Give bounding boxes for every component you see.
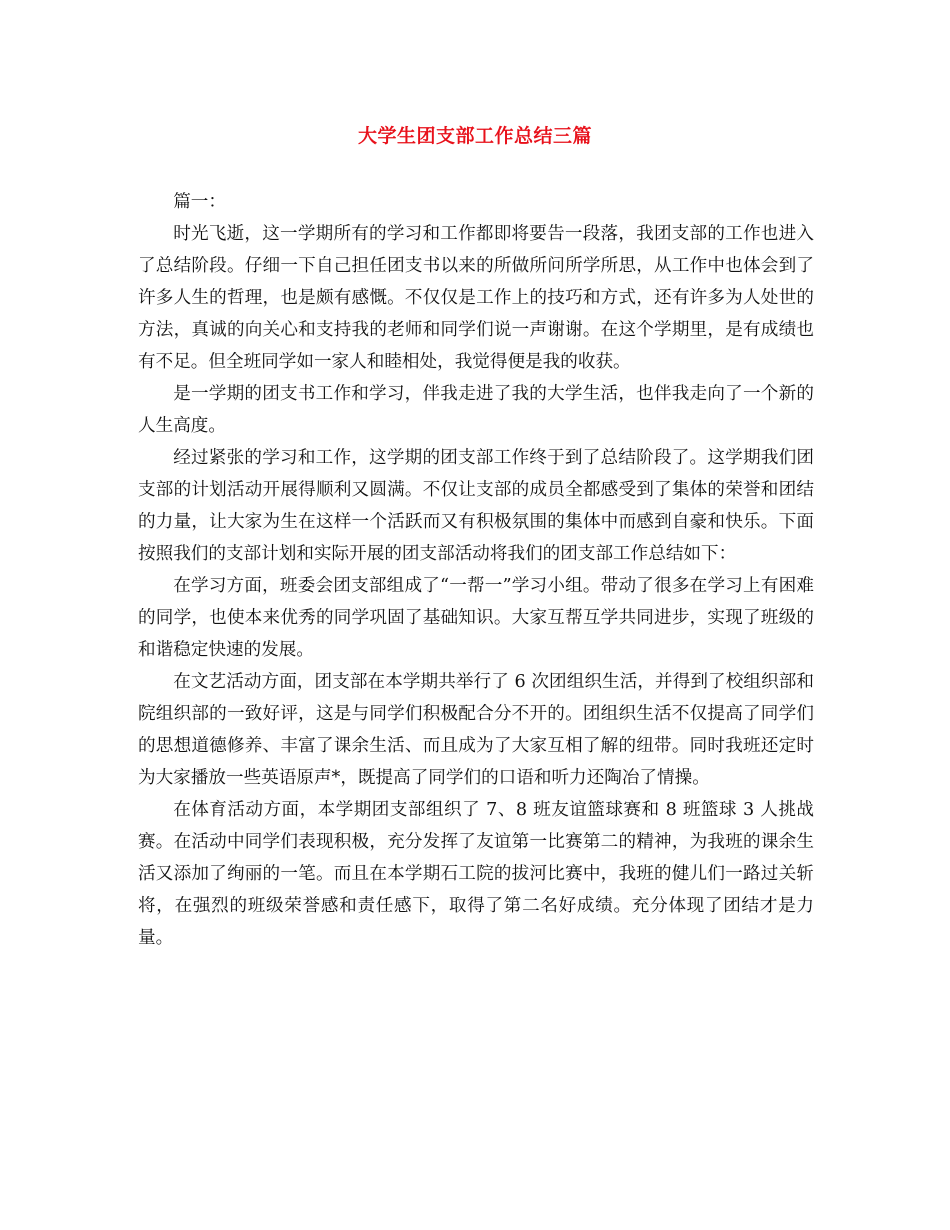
document-title: 大学生团支部工作总结三篇 — [357, 125, 592, 147]
paragraph: 在体育活动方面，本学期团支部组织了 7、8 班友谊篮球赛和 8 班篮球 3 人挑战赛。在活动中同学们表现积极，充分发挥了友谊第一比赛第二的精神，为我班的课余生活又添加了绚丽的一笔。而且在本学期石工院的拔河比赛中，我班的健儿们一路过关斩将，在强烈的班级荣誉感和责任感下，取得了第二名好成绩。充分体现了团结才是力量。 — [138, 800, 814, 948]
document-body — [138, 186, 814, 954]
paragraph: 时光飞逝，这一学期所有的学习和工作都即将要告一段落，我团支部的工作也进入了总结阶段。仔细一下自己担任团支书以来的所做所问所学所思，从工作中也体会到了许多人生的哲理，也是颇有感慨。不仅仅是工作上的技巧和方式，还有许多为人处世的方法，真诚的向关心和支持我的老师和同学们说一声谢谢。在这个学期里，是有成绩也有不足。但全班同学如一家人和睦相处，我觉得便是我的收获。 — [138, 224, 814, 372]
paragraph: 经过紧张的学习和工作，这学期的团支部工作终于到了总结阶段了。这学期我们团支部的计划活动开展得顺利又圆满。不仅让支部的成员全都感受到了集体的荣誉和团结的力量，让大家为生在这样一个活跃而又有积极氛围的集体中而感到自豪和快乐。下面按照我们的支部计划和实际开展的团支部活动将我们的团支部工作总结如下： — [138, 448, 814, 564]
paragraph: 在文艺活动方面，团支部在本学期共举行了 6 次团组织生活，并得到了校组织部和院组织部的一致好评，这是与同学们积极配合分不开的。团组织生活不仅提高了同学们的思想道德修养、丰富了课余生活、而且成为了大家互相了解的纽带。同时我班还定时为大家播放一些英语原声*，既提高了同学们的口语和听力还陶冶了情操。 — [138, 672, 814, 788]
section-heading: 篇一： — [173, 192, 226, 212]
paragraph: 在学习方面，班委会团支部组成了“一帮一”学习小组。带动了很多在学习上有困难的同学，也使本来优秀的同学巩固了基础知识。大家互帮互学共同进步，实现了班级的和谐稳定快速的发展。 — [138, 576, 814, 660]
paragraph: 是一学期的团支书工作和学习，伴我走进了我的大学生活，也伴我走向了一个新的人生高度。 — [138, 384, 814, 436]
